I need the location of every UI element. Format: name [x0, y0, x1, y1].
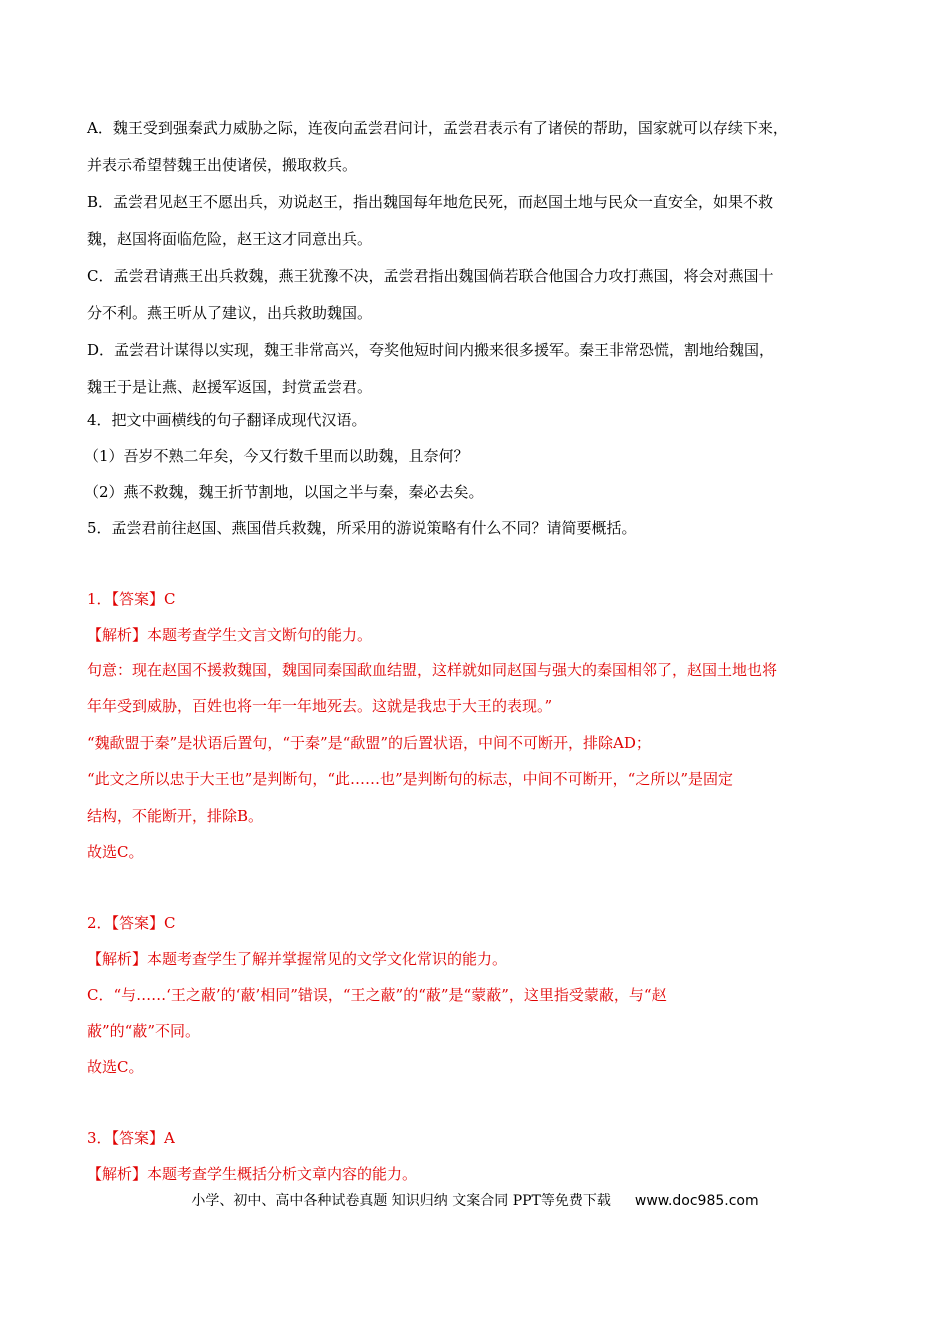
answer-1-line-5: “此文之所以忠于大王也”是判断句，“此……也”是判断句的标志，中间不可断开，“之所以”是固定 [87, 770, 734, 788]
answer-1-line-4: “魏歃盟于秦”是状语后置句，“于秦”是“歃盟”的后置状语，中间不可断开，排除AD； [87, 734, 651, 752]
question-4-stem: 4．把文中画横线的句子翻译成现代汉语。 [87, 411, 367, 429]
answer-2-line-2: C．“与……‘王之蔽’的‘蔽’相同”错误，“王之蔽”的“蔽”是“蒙蔽”，这里指受蒙蔽，与“赵 [87, 986, 667, 1004]
question-5-stem: 5．孟尝君前往赵国、燕国借兵救魏，所采用的游说策略有什么不同？请简要概括。 [87, 519, 637, 537]
answer-2-line-3: 蔽”的“蔽”不同。 [87, 1022, 201, 1040]
page-footer [0, 1191, 950, 1211]
answer-1-analysis: 【解析】本题考查学生文言文断句的能力。 [87, 626, 373, 644]
option-d-line2: 魏王于是让燕、赵援军返国，封赏孟尝君。 [87, 378, 373, 396]
option-c-line1: C．孟尝君请燕王出兵救魏，燕王犹豫不决，孟尝君指出魏国倘若联合他国合力攻打燕国，将会对燕国十 [87, 267, 774, 285]
answer-1-heading: 1．【答案】C [87, 590, 176, 608]
option-d-line1: D．孟尝君计谋得以实现，魏王非常高兴，夸奖他短时间内搬来很多援军。秦王非常恐慌，割地给魏国， [87, 341, 775, 359]
answer-1-line-6: 结构，不能断开，排除B。 [87, 807, 264, 825]
question-4-sentence-1: （1）吾岁不熟二年矣，今又行数千里而以助魏，且奈何？ [84, 447, 469, 465]
option-a-line2: 并表示希望替魏王出使诸侯，搬取救兵。 [87, 156, 358, 174]
question-4-sentence-2: （2）燕不救魏，魏王折节割地，以国之半与秦，秦必去矣。 [84, 483, 484, 501]
answer-2-heading: 2．【答案】C [87, 914, 176, 932]
answer-2-conclusion: 故选C。 [87, 1058, 144, 1076]
answer-1-conclusion: 故选C。 [87, 843, 144, 861]
footer-url[interactable]: www.doc985.com [634, 1193, 759, 1209]
footer-text: 小学、初中、高中各种试卷真题 知识归纳 文案合同 PPT等免费下载 [191, 1193, 611, 1209]
answer-3-analysis: 【解析】本题考查学生概括分析文章内容的能力。 [87, 1165, 418, 1183]
answer-1-line-3: 年年受到威胁，百姓也将一年一年地死去。这就是我忠于大王的表现。” [87, 697, 553, 715]
answer-3-heading: 3．【答案】A [87, 1129, 175, 1147]
answer-2-analysis: 【解析】本题考查学生了解并掌握常见的文学文化常识的能力。 [87, 950, 508, 968]
option-b-line2: 魏，赵国将面临危险，赵王这才同意出兵。 [87, 230, 373, 248]
answer-1-line-2: 句意：现在赵国不援救魏国，魏国同秦国歃血结盟，这样就如同赵国与强大的秦国相邻了，赵国土地也将 [87, 661, 778, 679]
option-c-line2: 分不利。燕王听从了建议，出兵救助魏国。 [87, 304, 373, 322]
option-b-line1: B．孟尝君见赵王不愿出兵，劝说赵王，指出魏国每年地危民死，而赵国土地与民众一直安全，如果不救 [87, 193, 774, 211]
option-a-line1: A．魏王受到强秦武力威胁之际，连夜向孟尝君问计，孟尝君表示有了诸侯的帮助，国家就可以存续下来， [87, 119, 788, 137]
